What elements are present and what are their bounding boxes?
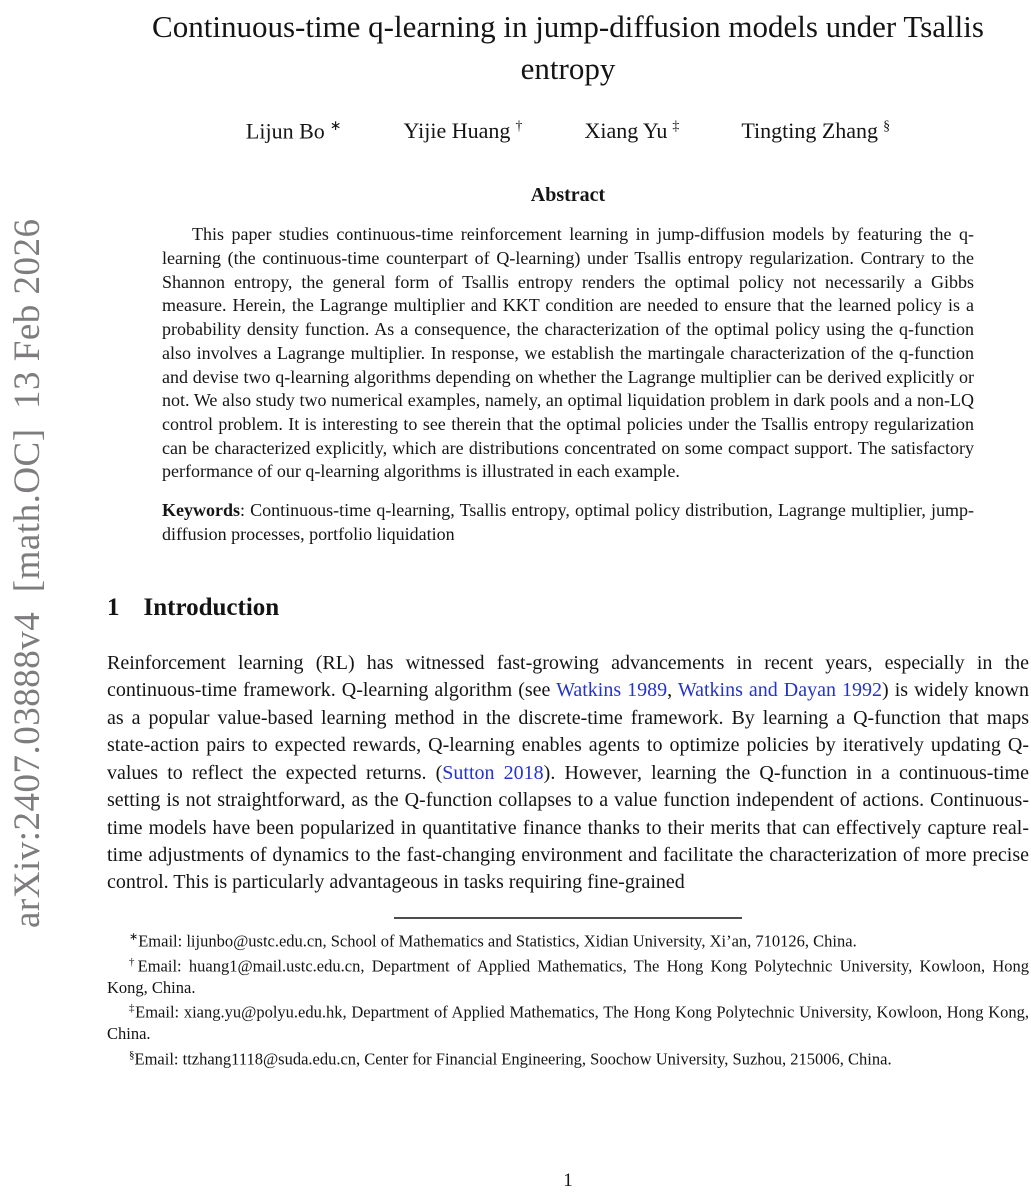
author [246,118,342,144]
intro-text: ). However, learning the Q-function in a continuous-time setting is not straightforward, as the Q-function collapses to a value function independent of actions. Continuous-time models have been popularized in quantitative finance thanks to their merits that can effectively capture real-time adjustments of dynamics to the fast-changing environment and facilitate the characterization of more precise control. This is particularly advantageous in tasks requiring fine-grained [107,761,1029,894]
author-name: Yijie Huang [403,118,511,143]
footnote [107,1045,1029,1070]
footnotes [107,927,1029,1070]
footnote [107,952,1029,999]
page-title: Continuous-time q-learning in jump-diffusion models under Tsallis entropy [152,9,984,86]
footnote-text: Email: lijunbo@ustc.edu.cn, School of Mathematics and Statistics, Xidian University, Xi’an, 710126, China. [138,931,857,951]
abstract-heading: Abstract [530,184,606,207]
keywords-paragraph [162,498,974,546]
section-number: 1 [107,594,120,622]
footnote-mark-section: § [883,118,891,134]
footnote-mark-double-dagger: ‡ [129,1002,136,1015]
footnote [107,998,1029,1045]
footnote-mark-dagger: † [515,118,523,134]
author-name: Tingting Zhang [741,118,879,143]
section-title: Introduction [143,594,280,622]
author [741,118,890,144]
intro-text: , [667,679,678,702]
footnote-mark-section: § [129,1048,135,1061]
footnote [107,927,1029,952]
abstract-text: This paper studies continuous-time reinforcement learning in jump-diffusion models by featuring the q-learning (the continuous-time counterpart of Q-learning) under Tsallis entropy regularization. Contrary to the Shannon entropy, the general form of Tsallis entropy renders the optimal policy not necessarily a Gibbs measure. Herein, the Lagrange multiplier and KKT condition are needed to ensure that the learned policy is a probability density function. As a consequence, the characterization of the optimal policy using the q-function also involves a Lagrange multiplier. In response, we establish the martingale characterization of the q-function and devise two q-learning algorithms depending on whether the Lagrange multiplier can be derived explicitly or not. We also study two numerical examples, namely, an optimal liquidation problem in dark pools and a non-LQ control problem. It is interesting to see therein that the optimal policies under the Tsallis entropy regularization can be characterized explicitly, which are distributions concentrated on some compact support. The satisfactory performance of our q-learning algorithms is illustrated in each example. [162,224,974,482]
intro-text: ) is widely known as a popular value-based learning method in the discrete-time framework. By learning a Q-function that maps state-action pairs to expected rewards, Q-learning enables agents to optimize policies by iteratively updating Q-values to reflect the expected returns. ( [107,679,1029,784]
keywords-label: Keywords [162,500,240,521]
paper-page [107,0,1029,1191]
arxiv-watermark: arXiv:2407.03888v4 [math.OC] 13 Feb 2026 [7,218,48,928]
footnote-mark-dagger: † [129,955,138,968]
citation-link-watkins-dayan-1992[interactable]: Watkins and Dayan 1992 [677,679,883,702]
keywords-text: : Continuous-time q-learning, Tsallis entropy, optimal policy distribution, Lagrange multiplier, jump-diffusion processes, portfolio liquidation [162,500,974,545]
citation-link-sutton-2018[interactable]: Sutton 2018 [442,761,544,784]
author-name: Xiang Yu [584,118,668,143]
footnote-mark-double-dagger: ‡ [672,118,680,134]
author-list [107,118,1029,144]
footnote-mark-asterisk: ∗ [129,930,139,943]
footnote-rule [394,917,742,919]
intro-paragraph [107,650,1029,897]
intro-text: Reinforcement learning (RL) has witnessed fast-growing advancements in recent years, especially in the continuous-time framework. Q-learning algorithm (see [107,652,1029,702]
author [584,118,679,144]
citation-link-watkins-1989[interactable]: Watkins 1989 [556,679,668,702]
footnote-text: Email: xiang.yu@polyu.edu.hk, Department of Applied Mathematics, The Hong Kong Polytechnic University, Kowloon, Hong Kong, China. [107,1002,1029,1044]
footnote-mark-asterisk: ∗ [329,119,342,134]
footnote-text: Email: ttzhang1118@suda.edu.cn, Center for Financial Engineering, Soochow University, Suzhou, 215006, China. [134,1049,892,1069]
author [404,118,523,144]
page-number: 1 [563,1170,573,1191]
footnote-text: Email: huang1@mail.ustc.edu.cn, Department of Applied Mathematics, The Hong Kong Polytechnic University, Kowloon, Hong Kong, China. [107,956,1029,997]
author-name: Lijun Bo [245,118,325,144]
section-heading [107,594,1029,622]
